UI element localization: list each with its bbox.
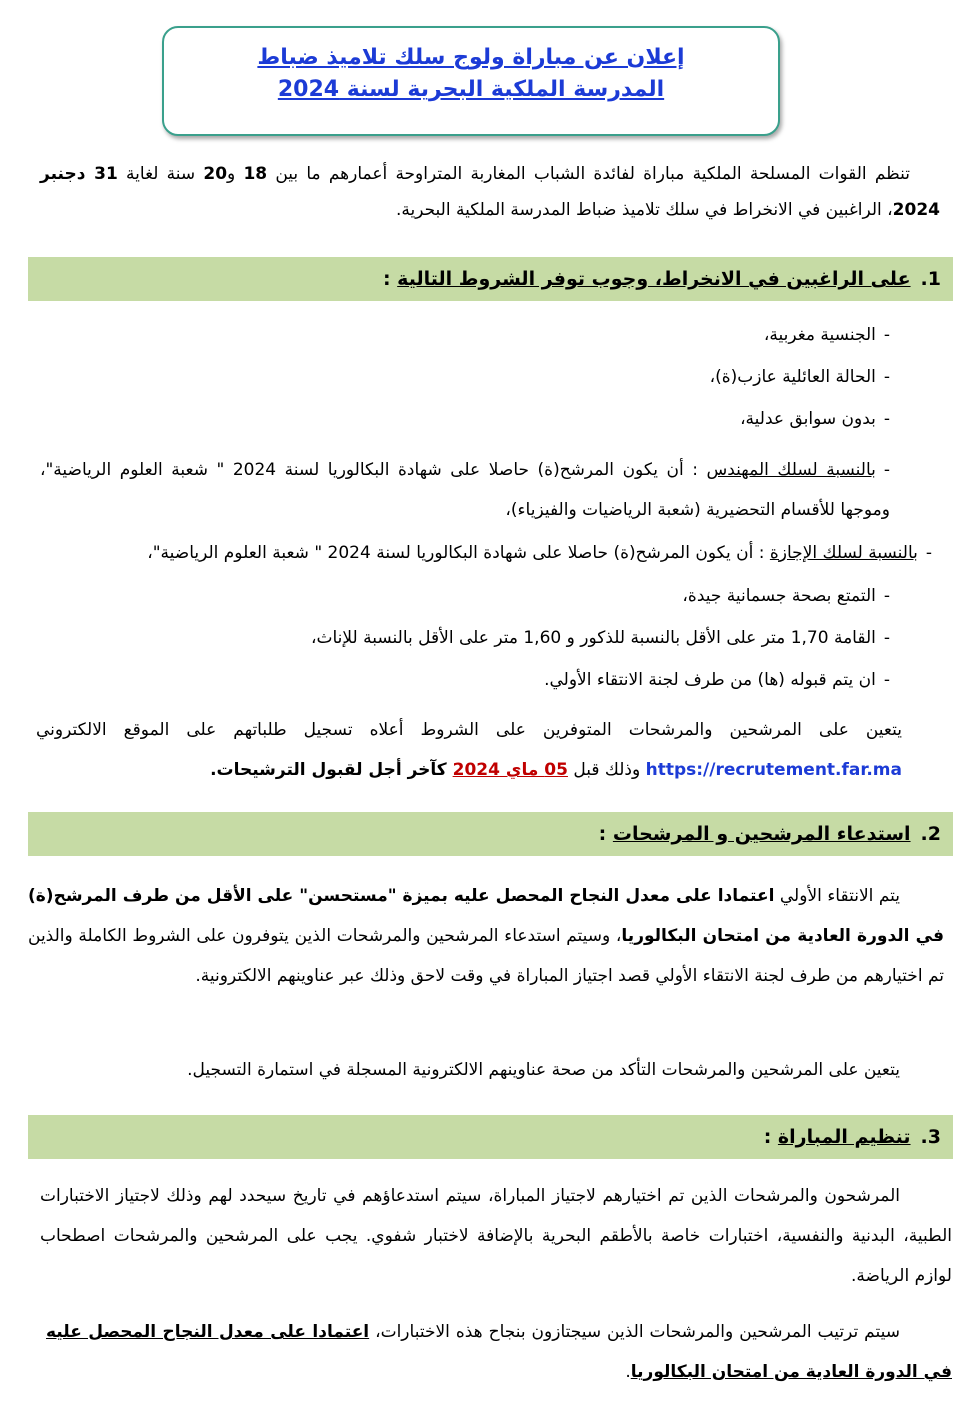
section-2-colon: : — [598, 823, 613, 845]
license-label: بالنسبة لسلك الإجازة — [769, 543, 918, 563]
intro-text-3: ، الراغبين في الانخراط في سلك تلاميذ ضباط المدرسة الملكية البحرية. — [395, 200, 893, 220]
s2-p1-b: اعتمادا على معدل النجاح المحصل عليه بميزة "مستحسن" على الأقل من طرف المرشح(ة) في الدورة العادية من امتحان البكالوريا — [28, 886, 944, 946]
section-2-title: استدعاء المرشحين و المرشحات — [612, 823, 911, 845]
title-box — [162, 26, 780, 136]
conditions-list-2 — [40, 575, 890, 701]
license-text: : أن يكون المرشح(ة) حاصلا على شهادة البكالوريا لسنة 2024 " شعبة العلوم الرياضية"، — [147, 543, 770, 563]
engineer-label: بالنسبة لسلك المهندس — [706, 460, 876, 480]
list-item: -ان يتم قبوله (ها) من طرف لجنة الانتقاء الأولي. — [544, 670, 890, 690]
condition-height: القامة 1,70 متر على الأقل بالنسبة للذكور و 1,60 متر على الأقل بالنسبة للإناث، — [311, 628, 876, 648]
section-2-paragraph-2 — [40, 1050, 900, 1090]
intro-age-from: 18 — [243, 164, 268, 184]
condition-nationality: الجنسية مغربية، — [763, 325, 876, 345]
section-3-title: تنظيم المباراة — [777, 1126, 911, 1148]
s2-p2: يتعين على المرشحين والمرشحات التأكد من صحة عناوينهم الالكترونية المسجلة في استمارة التسجيل. — [187, 1060, 900, 1080]
s3-p2-a: سيتم ترتيب المرشحين والمرشحات الذين سيجتازون بنجاح هذه الاختبارات، — [369, 1322, 900, 1342]
intro-deadline: 31 دجنبر 2024 — [40, 164, 940, 220]
recruitment-link[interactable]: https://recrutement.far.ma — [645, 760, 902, 780]
section-1-header — [28, 257, 953, 301]
list-item: -بدون سوابق عدلية، — [740, 409, 890, 429]
intro-paragraph — [40, 156, 940, 228]
condition-health: التمتع بصحة جسمانية جيدة، — [682, 586, 876, 606]
engineer-text: : أن يكون المرشح(ة) حاصلا على شهادة البكالوريا لسنة 2024 " شعبة العلوم الرياضية"، وموجها للأقسام التحضيرية (شعبة الرياضيات والفيزياء)، — [40, 460, 890, 520]
section-3-number: 3. — [920, 1126, 941, 1148]
title-line-1: إعلان عن مباراة ولوج سلك تلاميذ ضباط — [257, 45, 685, 70]
apply-deadline-date: 05 ماي 2024 — [452, 760, 568, 780]
apply-paragraph — [36, 710, 902, 790]
intro-text-2: سنة لغاية — [117, 164, 204, 184]
s3-p2-b: اعتمادا على معدل النجاح المحصل عليه في الدورة العادية من امتحان البكالوريا — [46, 1322, 952, 1382]
apply-after-date: كآخر أجل لقبول الترشيحات. — [210, 760, 453, 780]
condition-record: بدون سوابق عدلية، — [740, 409, 876, 429]
intro-age-to: 20 — [203, 164, 228, 184]
section-3-header — [28, 1115, 953, 1159]
s2-p1-c: ، وسيتم استدعاء المرشحين والمرشحات الذين يتوفرون على الشروط الكاملة والذين تم اختيارهم من طرف لجنة الانتقاء الأولي قصد اجتياز المباراة في وقت لاحق وذلك عبر عناوينهم الالكترونية. — [28, 926, 944, 986]
apply-before-date: وذلك قبل — [567, 760, 646, 780]
section-1-colon: : — [382, 268, 398, 290]
section-2-paragraph-1 — [28, 876, 944, 996]
condition-marital: الحالة العائلية عازب(ة)، — [709, 367, 876, 387]
section-1-number: 1. — [920, 268, 941, 290]
list-item: -التمتع بصحة جسمانية جيدة، — [682, 586, 890, 606]
section-1-title: على الراغبين في الانخراط، وجوب توفر الشروط التالية — [397, 268, 911, 290]
s3-p2-c: . — [625, 1362, 631, 1382]
s3-p1: المرشحون والمرشحات الذين تم اختيارهم لاجتياز المباراة، سيتم استدعاؤهم في تاريخ سيحدد لهم وذلك لاجتياز الاختبارات الطبية، البدنية والنفسية، اختبارات خاصة بالأطقم البحرية بالإضافة لاختبار شفوي. يجب على المرشحين والمرشحات اصطحاب لوازم الرياضة. — [40, 1186, 952, 1286]
list-item: -القامة 1,70 متر على الأقل بالنسبة للذكور و 1,60 متر على الأقل بالنسبة للإناث، — [311, 628, 890, 648]
condition-license: -بالنسبة لسلك الإجازة : أن يكون المرشح(ة) حاصلا على شهادة البكالوريا لسنة 2024 " شعبة العلوم الرياضية"، — [147, 543, 932, 563]
section-3-colon: : — [763, 1126, 778, 1148]
list-item: -الحالة العائلية عازب(ة)، — [709, 367, 890, 387]
conditions-list — [40, 314, 890, 440]
intro-text-1: تنظم القوات المسلحة الملكية مباراة لفائدة الشباب المغاربة المتراوحة أعمارهم ما بين — [267, 164, 910, 184]
section-3-paragraph-2 — [46, 1312, 952, 1392]
condition-engineer: -بالنسبة لسلك المهندس : أن يكون المرشح(ة) حاصلا على شهادة البكالوريا لسنة 2024 " شعبة العلوم الرياضية"، وموجها للأقسام التحضيرية (شعبة الرياضيات والفيزياء)، — [40, 460, 890, 520]
title-line-2: المدرسة الملكية البحرية لسنة 2024 — [277, 77, 665, 102]
section-2-number: 2. — [920, 823, 941, 845]
section-2-header — [28, 812, 953, 856]
list-item: -الجنسية مغربية، — [763, 325, 890, 345]
section-3-paragraph-1 — [40, 1176, 952, 1296]
condition-committee: ان يتم قبوله (ها) من طرف لجنة الانتقاء الأولي. — [544, 670, 876, 690]
s2-p1-a: يتم الانتقاء الأولي — [774, 886, 900, 906]
intro-and: و — [227, 164, 244, 184]
apply-text: يتعين على المرشحين والمرشحات المتوفرين على الشروط أعلاه تسجيل طلباتهم على الموقع الالكتروني — [36, 720, 902, 740]
